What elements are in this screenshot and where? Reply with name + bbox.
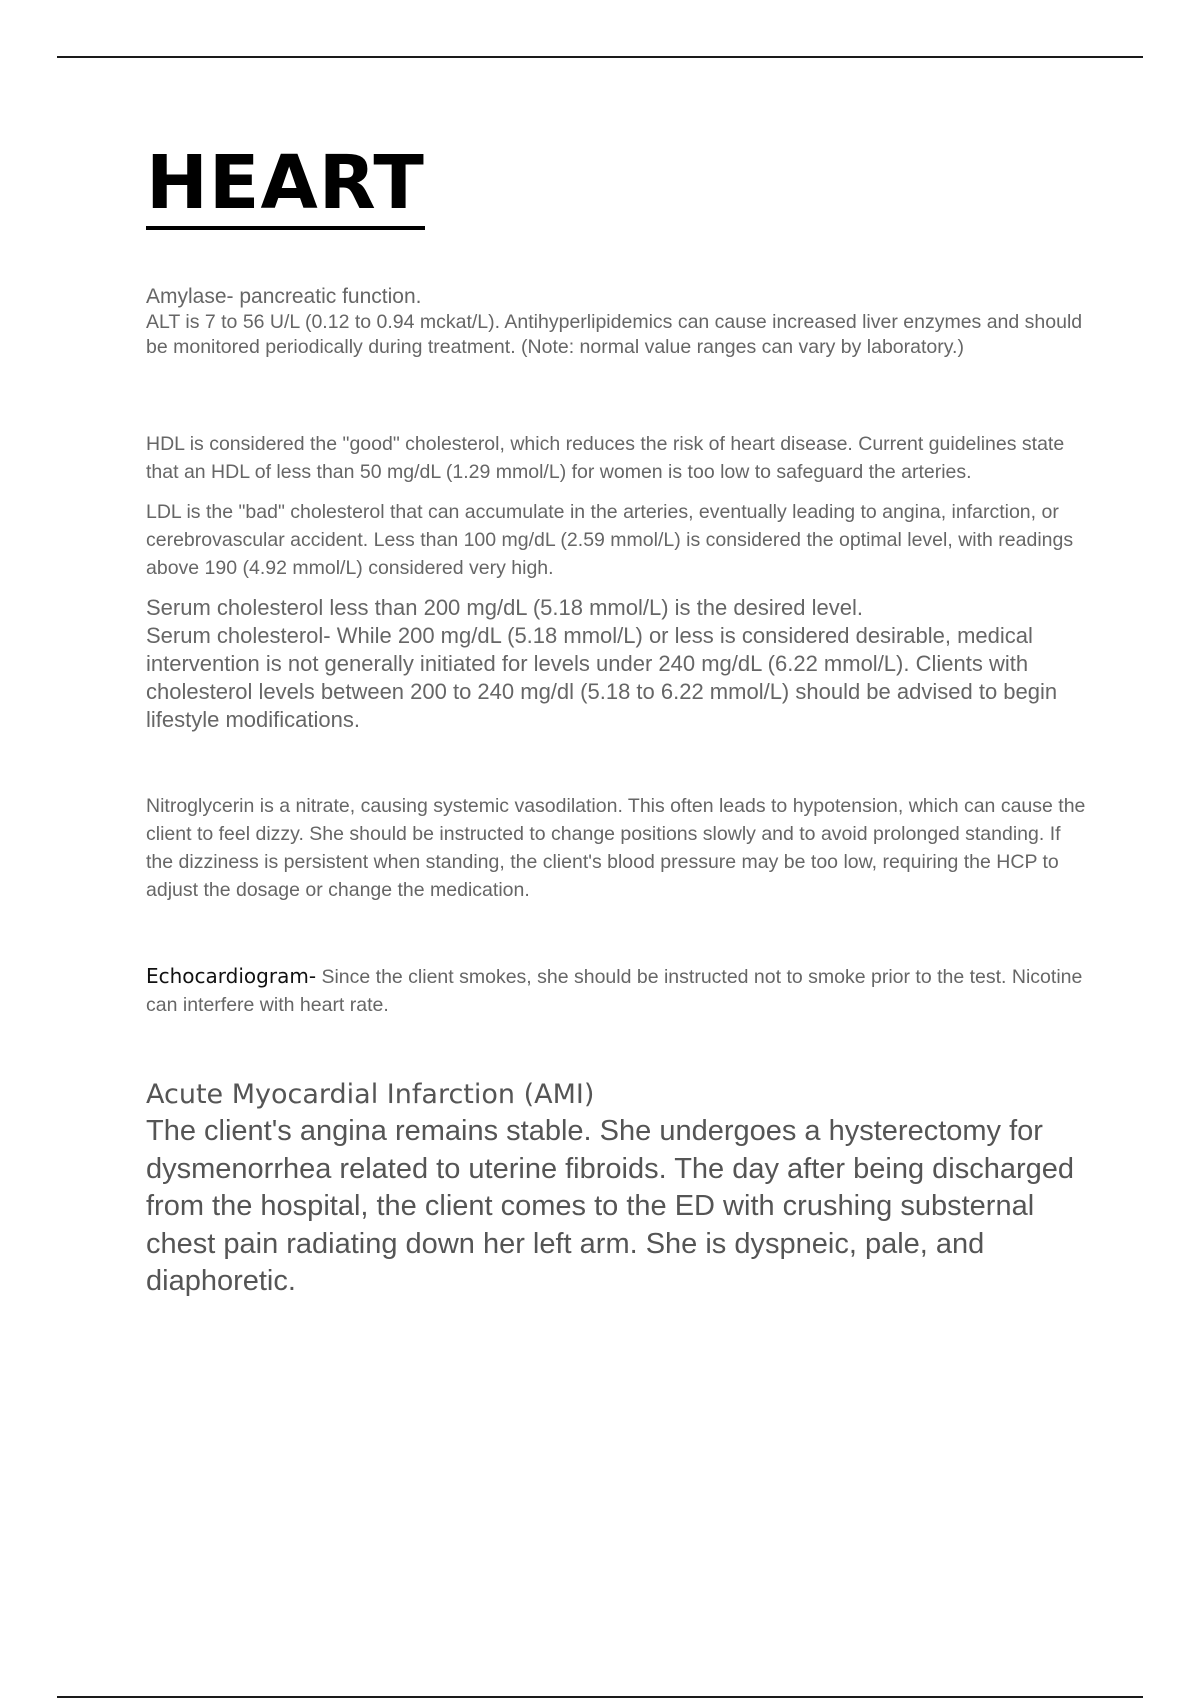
serum-cholesterol-detail-paragraph: Serum cholesterol- While 200 mg/dL (5.18 mmol/L) or less is considered desirable, medical intervention is not generally initiated for levels under 240 mg/dL (6.22 mmol/L). Clients with cholesterol levels between 200 to 240 mg/dl (5.18 to 6.22 mmol/L) should be advised to begin lifestyle modifications. (146, 623, 1058, 732)
ldl-paragraph: LDL is the "bad" cholesterol that can accumulate in the arteries, eventually leading to angina, infarction, or cerebrovascular accident. Less than 100 mg/dL (2.59 mmol/L) is considered the optimal level, with readings above 190 (4.92 mmol/L) considered very high. (146, 501, 1074, 579)
amylase-paragraph: Amylase- pancreatic function. (146, 285, 422, 308)
nitroglycerin-paragraph: Nitroglycerin is a nitrate, causing systemic vasodilation. This often leads to hypotension, which can cause the client to feel dizzy. She should be instructed to change positions slowly and to avoid prolonged standing. If the dizziness is persistent when standing, the client's blood pressure may be too low, requiring the HCP to adjust the dosage or change the medication. (146, 795, 1086, 901)
ami-heading: Acute Myocardial Infarction (AMI) (146, 1079, 595, 1110)
document-page (146, 140, 1086, 1301)
hdl-paragraph: HDL is considered the "good" cholesterol, which reduces the risk of heart disease. Current guidelines state that an HDL of less than 50 mg/dL (1.29 mmol/L) for women is too low to safeguard the arteries. (146, 433, 1065, 483)
alt-paragraph: ALT is 7 to 56 U/L (0.12 to 0.94 mckat/L). Antihyperlipidemics can cause increased liver enzymes and should be monitored periodically during treatment. (Note: normal value ranges can vary by laboratory.) (146, 311, 1083, 358)
page-title: HEART (146, 140, 425, 230)
serum-cholesterol-desired-paragraph: Serum cholesterol less than 200 mg/dL (5.18 mmol/L) is the desired level. (146, 595, 863, 620)
echocardiogram-text: Since the client smokes, she should be instructed not to smoke prior to the test. Nicotine can interfere with heart rate. (146, 966, 1083, 1016)
echocardiogram-paragraph (146, 962, 1086, 1019)
top-rule (57, 56, 1143, 58)
ami-paragraph: The client's angina remains stable. She undergoes a hysterectomy for dysmenorrhea related to uterine fibroids. The day after being discharged from the hospital, the client comes to the ED with crushing substernal chest pain radiating down her left arm. She is dyspneic, pale, and diaphoretic. (146, 1115, 1075, 1297)
bottom-rule (57, 1696, 1143, 1698)
echocardiogram-label: Echocardiogram- (146, 964, 317, 988)
